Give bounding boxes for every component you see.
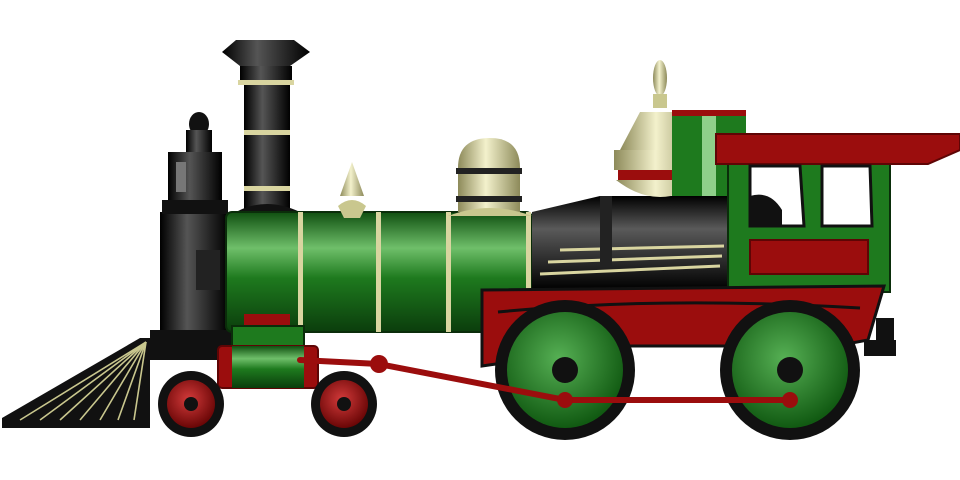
steam-dome (448, 138, 532, 216)
pilot-wheel-rear (311, 371, 377, 437)
driving-wheel-front (495, 300, 635, 440)
cowcatcher (2, 338, 150, 428)
headlamp (162, 112, 228, 214)
smokestack (222, 40, 310, 213)
cab-window-right (822, 166, 872, 226)
pilot-wheel-front (158, 371, 224, 437)
firebox (532, 196, 750, 290)
driving-wheel-rear (720, 300, 860, 440)
whistle (338, 162, 366, 218)
cab-nameplate (750, 240, 868, 274)
